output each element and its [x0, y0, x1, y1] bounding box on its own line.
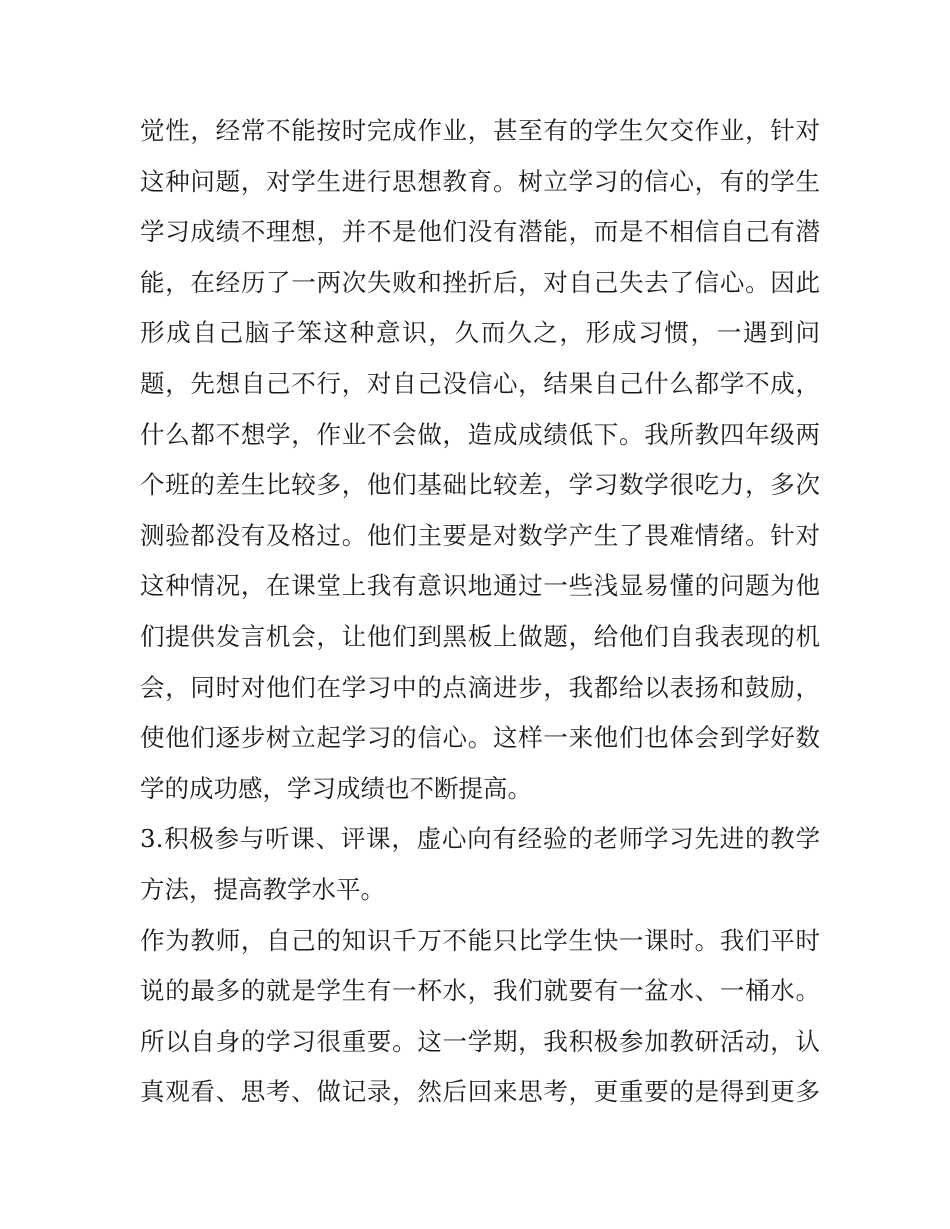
paragraph-2-heading: [140, 814, 820, 915]
text-line: 这种情况，在课堂上我有意识地通过一些浅显易懂的问题为他: [140, 571, 820, 601]
text-line: 形成自己脑子笨这种意识，久而久之，形成习惯，一遇到问: [140, 318, 820, 348]
paragraph-1: [140, 106, 820, 814]
text-line: 3.积极参与听课、评课，虚心向有经验的老师学习先进的教学: [140, 824, 820, 854]
text-line: 说的最多的就是学生有一杯水，我们就要有一盆水、一桶水。: [140, 976, 820, 1006]
text-line: 这种问题，对学生进行思想教育。树立学习的信心，有的学生: [140, 166, 820, 196]
text-line: 真观看、思考、做记录，然后回来思考，更重要的是得到更多: [140, 1077, 820, 1107]
text-line: 们提供发言机会，让他们到黑板上做题，给他们自我表现的机: [140, 621, 820, 651]
text-line: 使他们逐步树立起学习的信心。这样一来他们也体会到学好数: [140, 723, 820, 753]
text-line: 什么都不想学，作业不会做，造成成绩低下。我所教四年级两: [140, 419, 820, 449]
text-line: 会，同时对他们在学习中的点滴进步，我都给以表扬和鼓励，: [140, 672, 820, 702]
text-line: 学的成功感，学习成绩也不断提高。: [140, 773, 532, 803]
text-line: 学习成绩不理想，并不是他们没有潜能，而是不相信自己有潜: [140, 217, 820, 247]
text-line: 方法，提高教学水平。: [140, 874, 385, 904]
text-line: 作为教师，自己的知识千万不能只比学生快一课时。我们平时: [140, 925, 820, 955]
text-line: 测验都没有及格过。他们主要是对数学产生了畏难情绪。针对: [140, 520, 820, 550]
text-line: 能，在经历了一两次失败和挫折后，对自己失去了信心。因此: [140, 267, 820, 297]
paragraph-3: [140, 916, 820, 1118]
text-line: 觉性，经常不能按时完成作业，甚至有的学生欠交作业，针对: [140, 116, 820, 145]
text-line: 题，先想自己不行，对自己没信心，结果自己什么都学不成，: [140, 368, 820, 398]
document-body: [140, 106, 820, 1118]
text-line: 个班的差生比较多，他们基础比较差，学习数学很吃力，多次: [140, 470, 820, 500]
text-line: 所以自身的学习很重要。这一学期，我积极参加教研活动，认: [140, 1026, 820, 1056]
